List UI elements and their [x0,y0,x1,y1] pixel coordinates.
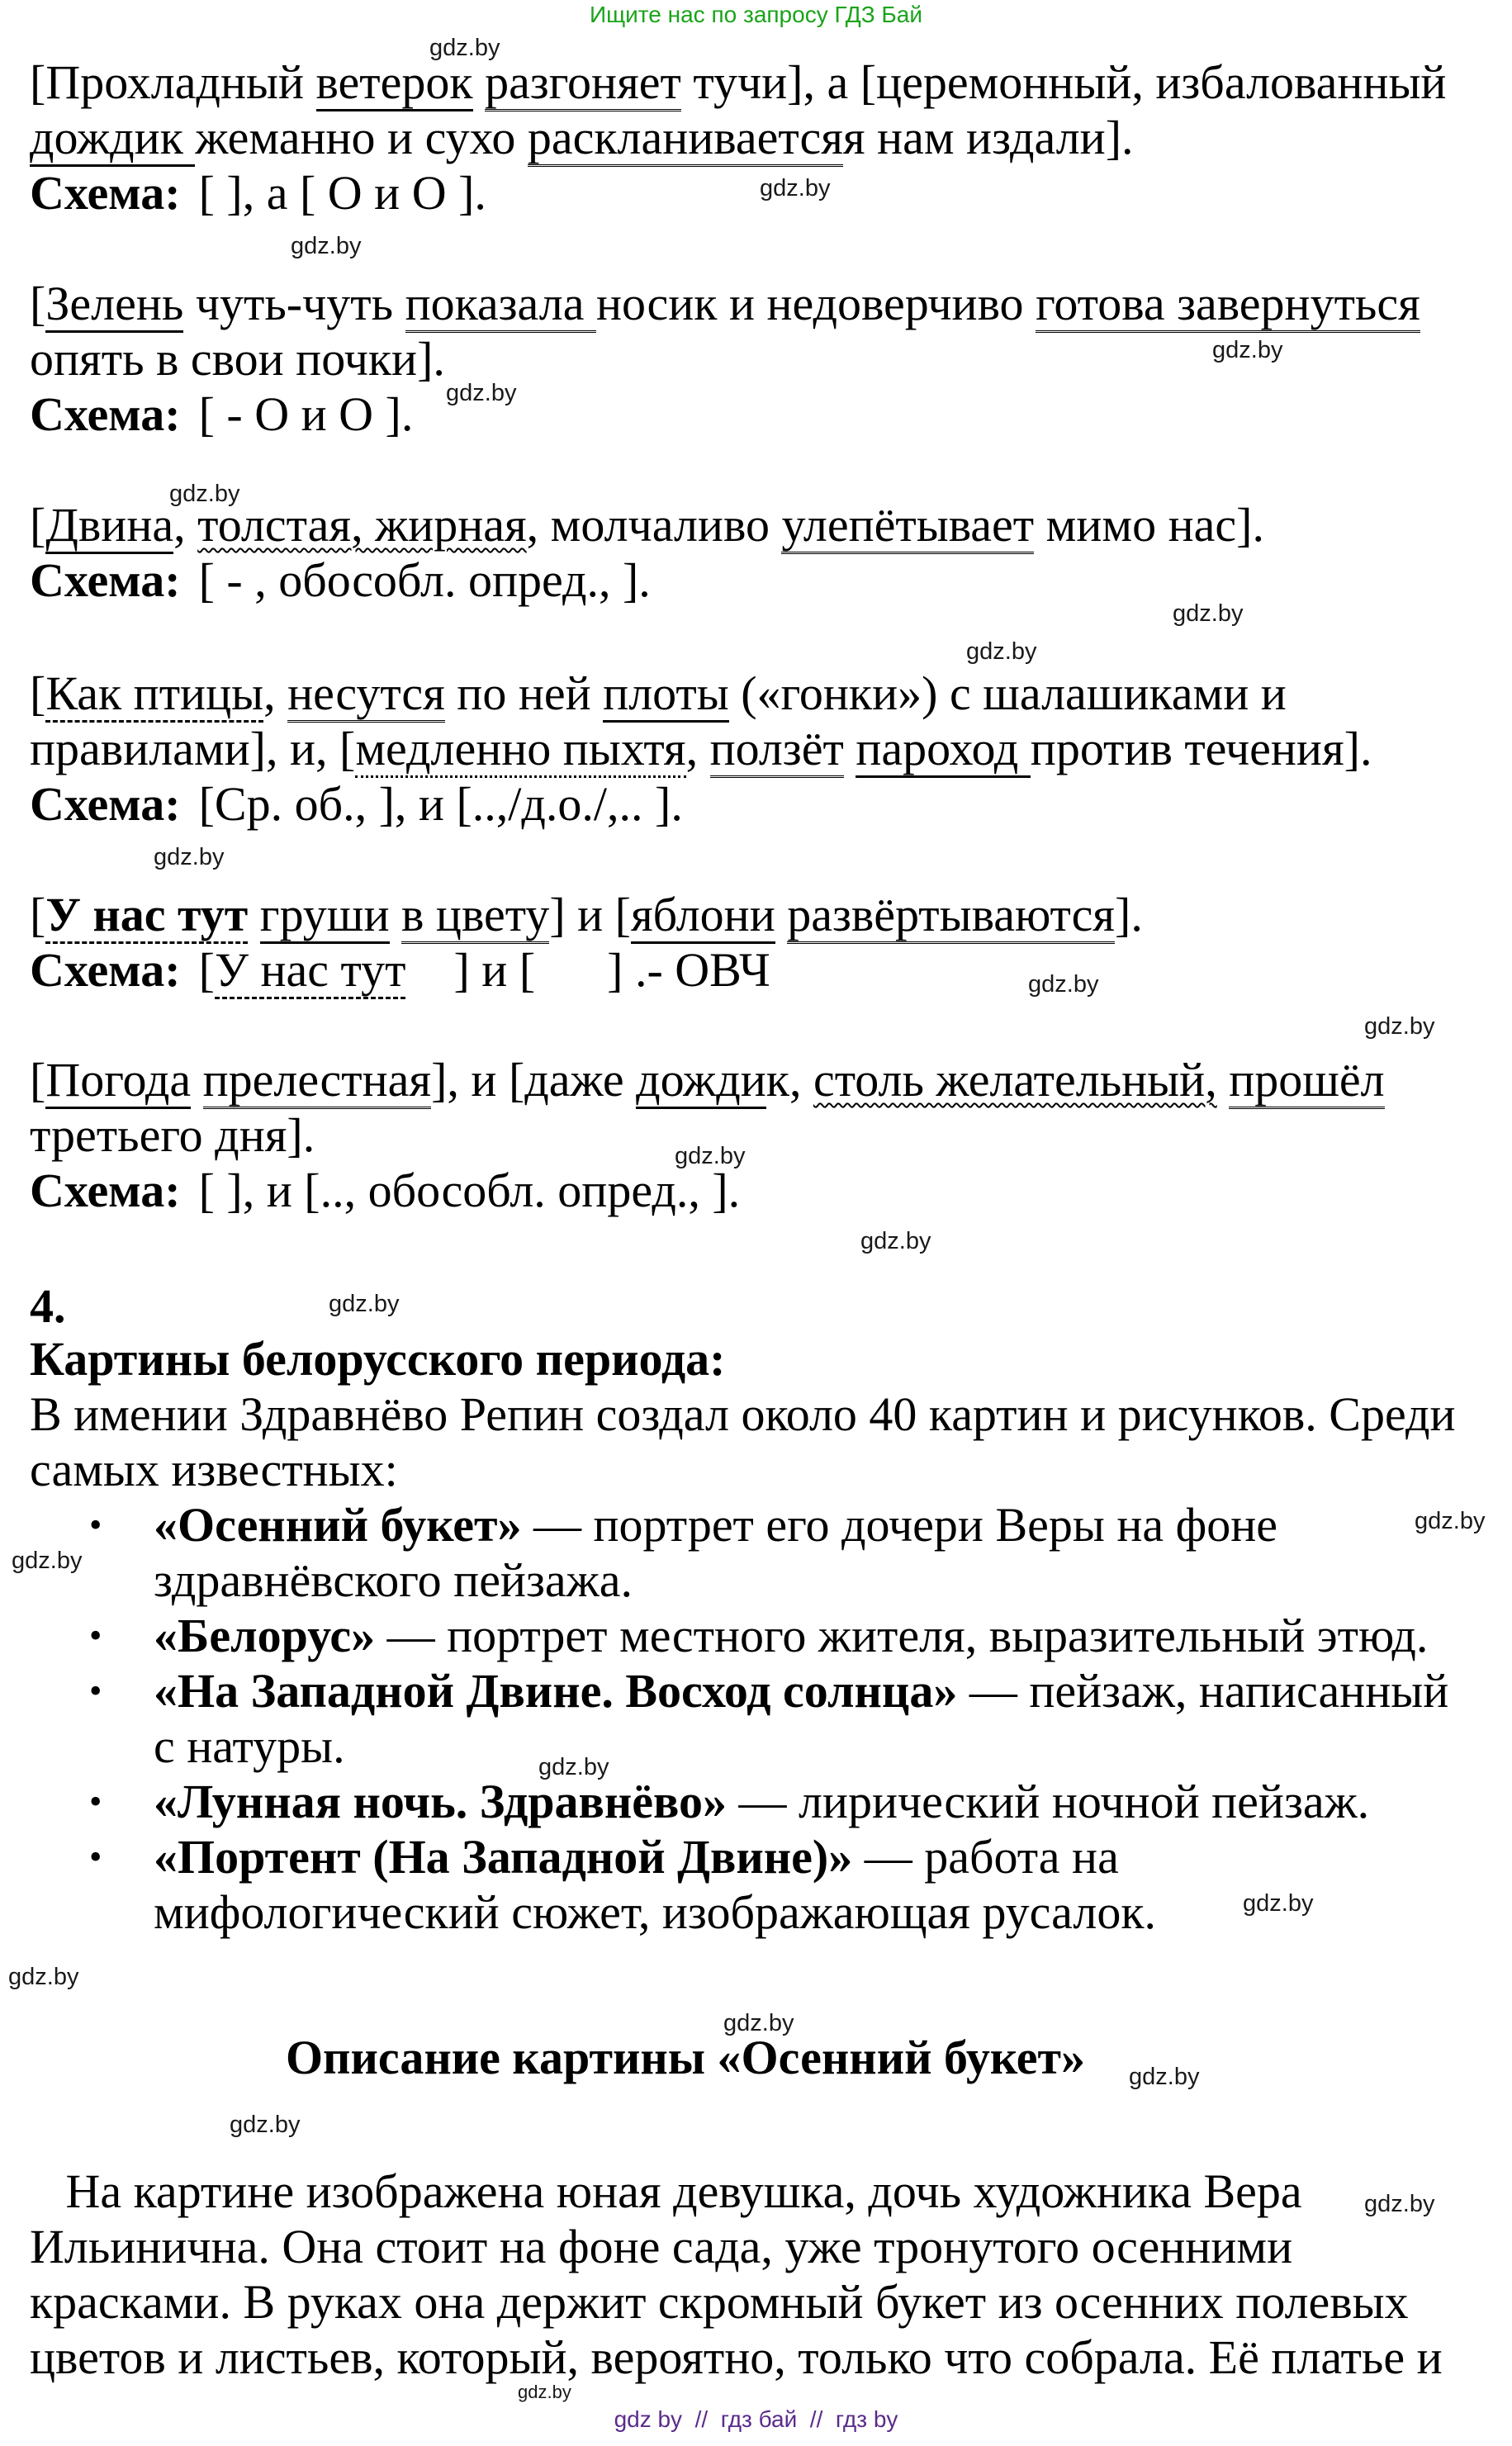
watermark: gdz.by [329,1291,400,1317]
watermark: gdz.by [1243,1890,1314,1917]
subject: груши [260,888,390,944]
attribute: толстая, жирная [197,498,527,552]
painting-title: «Лунная ночь. Здравнёво» [154,1775,727,1828]
schema-line [30,776,1500,832]
text-segment: («гонки») с шалашиками и [728,666,1287,720]
intro-paragraph [30,1387,1500,1497]
text-segment: третьего дня]. [30,1108,315,1162]
description-heading: Описание картины «Осенний букет» [285,2031,1086,2084]
watermark: gdz.by [1028,971,1099,998]
painting-description: мифологический сюжет, изображающая русалок. [154,1885,1157,1939]
bottom-banner[interactable]: gdz by // гдз бай // гдз by [614,2406,898,2432]
schema-label: Схема: [30,777,181,831]
painting-description: здравнёвского пейзажа. [154,1553,633,1607]
predicate: готова завернуться [1036,277,1420,333]
schema-text: ] и [ ] .- ОВЧ [405,943,770,997]
text-segment [191,1053,203,1107]
painting-title: «Портент (На Западной Двине)» [154,1830,853,1884]
watermark: gdz.by [1364,2191,1435,2217]
watermark: gdz.by [429,35,500,61]
text-segment [1217,1053,1230,1107]
paragraph-line: самых известных: [30,1443,398,1496]
subject: ветерок [316,55,473,111]
text-segment: ] и [ [549,888,631,941]
predicate: улепётывает [781,498,1034,554]
predicate: разгоняет [485,55,681,111]
schema-line [30,165,1500,220]
description-paragraph [30,2164,1500,2385]
painting-description: — лирический ночной пейзаж. [726,1775,1370,1828]
schema-text: [ [198,943,215,997]
text-segment: [ [30,666,46,720]
painting-description: — работа на [852,1830,1119,1884]
subject: дождик [30,111,195,167]
paragraph-line: Ильинична. Она стоит на фоне сада, уже тронутого осенними [30,2220,1293,2273]
watermark: gdz.by [1364,1013,1435,1040]
schema-label: Схема: [30,553,181,607]
painting-title: «Белорус» [154,1609,376,1662]
sentence-line [30,666,1500,721]
paragraph-line: красками. В руках она держит скромный букет из осенних полевых [30,2275,1409,2329]
subject: яблони [631,888,775,944]
watermark: gdz.by [446,380,517,406]
watermark: gdz.by [230,2112,301,2138]
schema-text: [ - , обособл. опред., ]. [198,553,651,607]
watermark: gdz.by [675,1143,746,1169]
paintings-list [83,1497,1486,1940]
watermark: gdz.by [1173,600,1244,627]
text-segment: , [685,722,710,775]
paragraph-line: В имении Здравнёво Репин создал около 40 картин и рисунков. Среди [30,1387,1456,1441]
sentence-5 [30,887,1500,998]
watermark: gdz.by [291,233,362,259]
schema-line [30,942,1500,998]
text-segment: правилами], и, [ [30,722,356,775]
painting-description: — портрет его дочери Веры на фоне [521,1498,1277,1552]
text-segment [844,722,856,775]
text-segment: тучи], а [церемонный, избалованный [680,55,1447,109]
predicate: прелестная [203,1053,431,1109]
sentence-1 [30,55,1500,220]
watermark: gdz.by [169,481,240,507]
text-segment: ], и [даже [431,1053,637,1107]
predicate: в цвету [401,888,549,944]
predicate: ползёт [710,722,844,778]
painting-title: «Осенний букет» [154,1498,522,1552]
subject: пароход [856,722,1030,778]
subject: Погода [45,1053,191,1109]
watermark: gdz.by [1129,2064,1200,2090]
text-segment: ]. [1115,888,1143,941]
watermark: gdz.by [860,1228,931,1254]
predicate: развёртываются [787,888,1115,944]
watermark: gdz.by [760,175,831,201]
sentence-2 [30,276,1500,442]
watermark: gdz.by [12,1548,83,1574]
painting-description: с натуры. [154,1719,345,1773]
sentence-line [30,110,1500,165]
sentence-line [30,721,1500,776]
text-segment: к, [765,1053,813,1107]
painting-title: «На Западной Двине. Восход солнца» [154,1664,958,1718]
watermark: gdz.by [8,1964,79,1990]
sentence-line [30,331,1500,386]
text-segment: чуть-чуть [183,277,405,330]
text-segment: [ [30,888,46,941]
schema-label: Схема: [30,943,181,997]
schema-text: [Ср. об., ], и [..,/д.о./,.. ]. [198,777,683,831]
text-segment: , молчаливо [526,498,782,552]
list-item [83,1608,1486,1663]
schema-text: [ ], и [.., обособл. опред., ]. [198,1164,741,1217]
schema-line [30,1163,1500,1218]
schema-label: Схема: [30,387,181,441]
sentence-3 [30,497,1500,608]
sentence-line [30,1052,1500,1107]
paragraph-line: цветов и листьев, который, вероятно, только что собрала. Её платье и [30,2330,1443,2384]
text-segment: [ [30,498,46,552]
list-item [83,1829,1486,1940]
top-banner[interactable]: Ищите нас по запросу ГДЗ Бай [589,2,923,27]
text-segment: опять в свои почки]. [30,332,445,386]
text-segment [775,888,788,941]
subject: дожди [636,1053,766,1109]
text-segment: [ [30,277,46,330]
text-segment: [Прохладный [30,55,316,109]
text-segment: носик и недоверчиво [596,277,1036,330]
subject: плоты [603,666,729,723]
list-item [83,1497,1486,1608]
adverbial: медленно пыхтя [355,722,685,778]
watermark: gdz.by [154,844,225,870]
schema-line [30,552,1500,608]
text-segment [390,888,402,941]
text-segment: [ [30,1053,46,1107]
adverbial: У нас тут [45,888,248,944]
schema-label: Схема: [30,1164,181,1217]
text-segment: я нам издали]. [842,111,1134,164]
text-segment: мимо нас]. [1034,498,1264,552]
schema-line [30,386,1500,442]
schema-text: [ ], а [ О и О ]. [198,166,486,220]
text-segment: жеманно и сухо [195,111,528,164]
subject: Двина [45,498,173,554]
sentence-4 [30,666,1500,832]
text-segment: против течения]. [1030,722,1372,775]
schema-label: Схема: [30,166,181,220]
watermark: gdz.by [518,2382,571,2402]
list-item [83,1774,1486,1829]
sentence-line [30,497,1500,552]
watermark: gdz.by [723,2010,794,2036]
watermark: gdz.by [538,1754,609,1780]
subject: Зелень [45,277,183,333]
watermark: gdz.by [1212,337,1283,363]
schema-text: [ - О и О ]. [198,387,414,441]
watermark: gdz.by [1415,1508,1486,1534]
attribute: столь желательный, [813,1053,1217,1107]
section-heading: Картины белорусского периода: [30,1332,726,1386]
painting-description: — пейзаж, написанный [957,1664,1449,1718]
comparison: Как птицы [45,666,263,723]
paragraph-line: На картине изображена юная девушка, дочь художника Вера [30,2164,1302,2218]
painting-description: — портрет местного жителя, выразительный этюд. [375,1609,1429,1662]
task-number: 4. [30,1279,66,1333]
text-segment [473,55,486,109]
sentence-6 [30,1052,1500,1218]
text-segment [248,888,260,941]
sentence-line [30,887,1500,942]
text-segment: , [263,666,288,720]
predicate: несутся [287,666,445,723]
predicate: прошёл [1229,1053,1384,1109]
sentence-line [30,276,1500,331]
predicate: показала [405,277,596,333]
sentence-line [30,1107,1500,1163]
predicate: раскланивается [528,111,843,167]
schema-text: У нас тут [215,943,406,999]
watermark: gdz.by [966,638,1037,665]
text-segment: , [173,498,198,552]
text-segment: по ней [444,666,604,720]
list-item [83,1663,1486,1774]
sentence-line [30,55,1500,110]
